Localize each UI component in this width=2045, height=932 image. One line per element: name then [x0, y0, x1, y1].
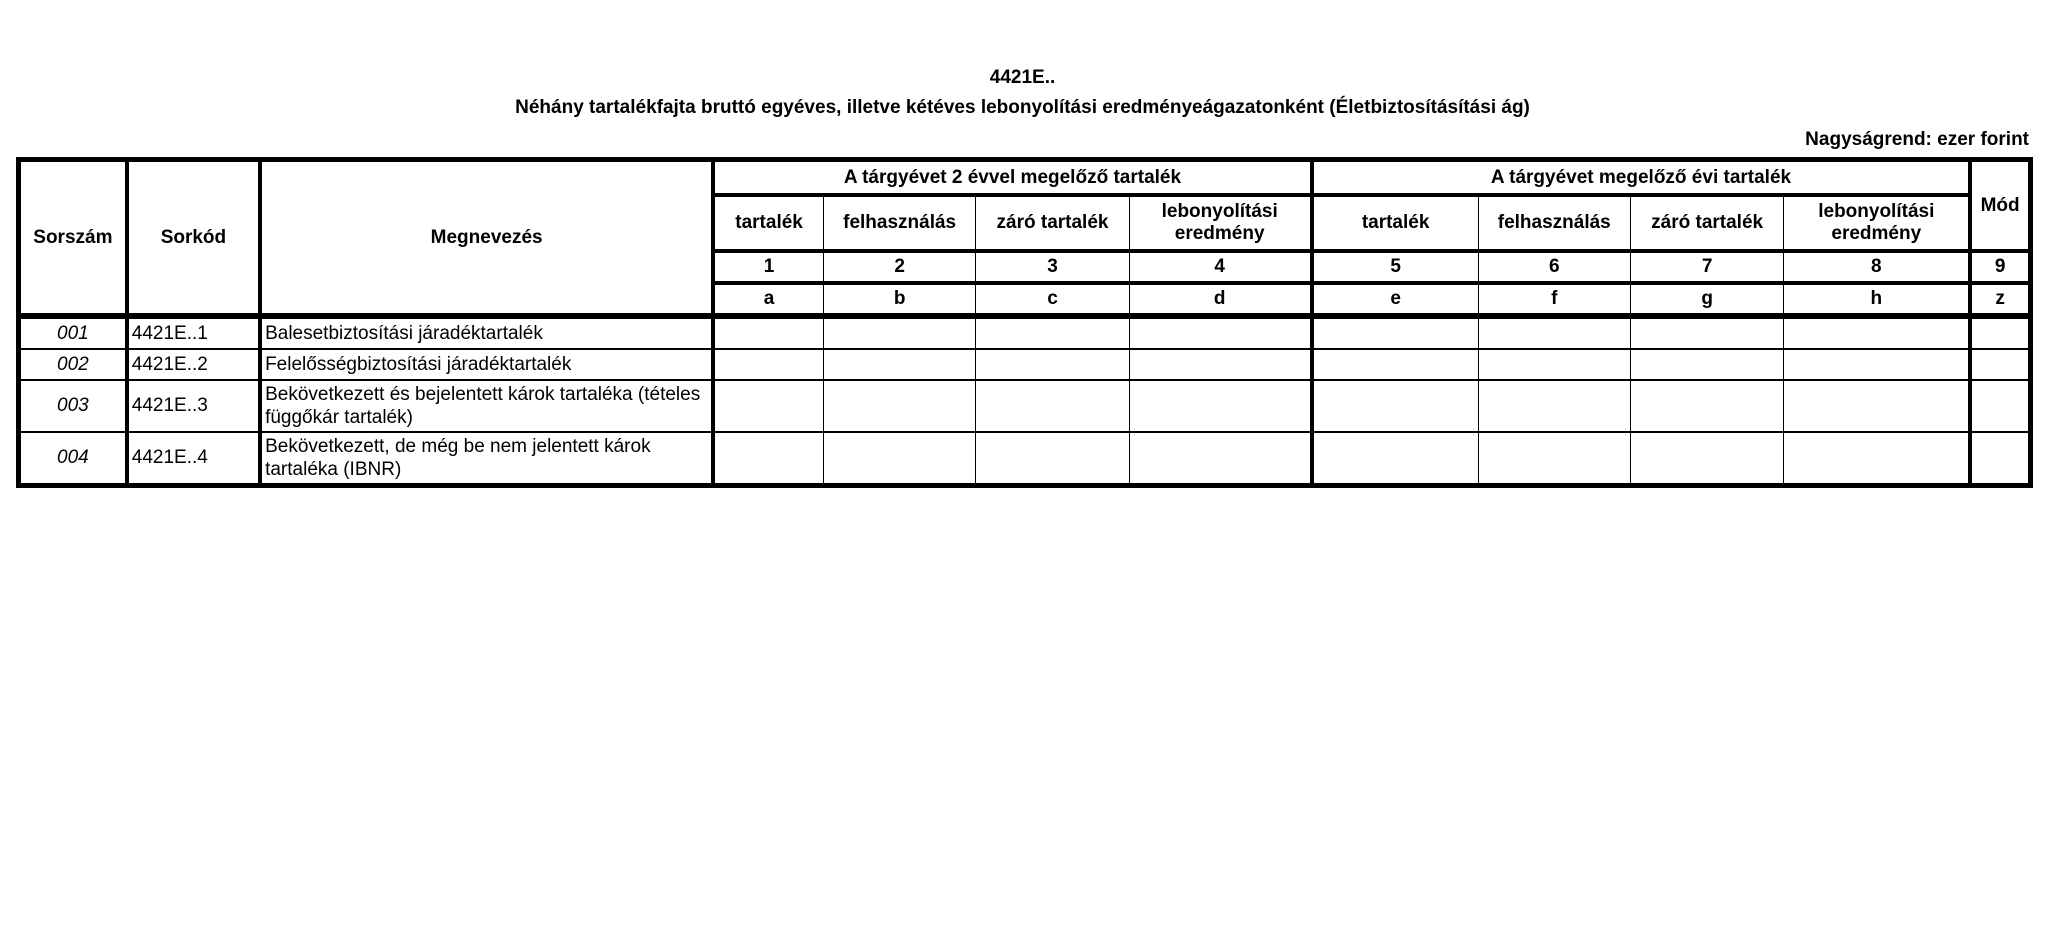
data-cell[interactable]: [713, 432, 823, 486]
data-cell[interactable]: [1478, 432, 1630, 486]
column-letter: b: [823, 283, 975, 316]
document-code: 4421E..: [989, 67, 1056, 88]
header-col-felhasznalas-2: felhasználás: [1478, 195, 1630, 251]
data-cell[interactable]: [823, 432, 975, 486]
column-number: 3: [976, 251, 1129, 283]
header-megnevezes: Megnevezés: [260, 160, 713, 317]
column-number: 7: [1630, 251, 1783, 283]
header-sorkod: Sorkód: [127, 160, 260, 317]
data-cell[interactable]: [1312, 380, 1478, 432]
document-title: Néhány tartalékfajta bruttó egyéves, illetve kétéves lebonyolítási eredményeágazatonként (Életbiztosításítási ág): [515, 97, 1530, 118]
data-cell[interactable]: [1129, 380, 1311, 432]
column-number: 8: [1784, 251, 1970, 283]
data-cell[interactable]: [1784, 316, 1970, 349]
header-mod: Mód: [1970, 160, 2030, 252]
row-megnevezes: Bekövetkezett, de még be nem jelentett károk tartaléka (IBNR): [260, 432, 713, 486]
column-number: 5: [1312, 251, 1478, 283]
column-number: 9: [1970, 251, 2030, 283]
table-row: [19, 380, 2031, 432]
data-cell[interactable]: [1129, 316, 1311, 349]
mod-cell[interactable]: [1970, 316, 2030, 349]
header-group-2-years-prior: A tárgyévet 2 évvel megelőző tartalék: [713, 160, 1311, 196]
data-cell[interactable]: [1630, 380, 1783, 432]
row-sorkod: 4421E..3: [127, 380, 260, 432]
column-letter: d: [1129, 283, 1311, 316]
row-megnevezes: Balesetbiztosítási járadéktartalék: [260, 316, 713, 349]
data-cell[interactable]: [1784, 432, 1970, 486]
data-cell[interactable]: [713, 380, 823, 432]
data-cell[interactable]: [823, 316, 975, 349]
column-number: 4: [1129, 251, 1311, 283]
data-cell[interactable]: [1129, 349, 1311, 380]
row-sorkod: 4421E..4: [127, 432, 260, 486]
data-cell[interactable]: [823, 380, 975, 432]
header-col-zaro-tartalek-2: záró tartalék: [1630, 195, 1783, 251]
header-col-tartalek-2: tartalék: [1312, 195, 1478, 251]
data-cell[interactable]: [976, 380, 1129, 432]
table-row: [19, 316, 2031, 349]
data-cell[interactable]: [1478, 316, 1630, 349]
data-cell[interactable]: [1630, 349, 1783, 380]
header-col-zaro-tartalek-1: záró tartalék: [976, 195, 1129, 251]
column-letter: h: [1784, 283, 1970, 316]
row-sorszam: 002: [19, 349, 127, 380]
data-cell[interactable]: [976, 432, 1129, 486]
column-letter: z: [1970, 283, 2030, 316]
header-col-lebonyolitasi-2: lebonyolítási eredmény: [1784, 195, 1970, 251]
row-sorszam: 004: [19, 432, 127, 486]
column-number: 2: [823, 251, 975, 283]
data-cell[interactable]: [1312, 316, 1478, 349]
row-megnevezes: Bekövetkezett és bejelentett károk tartaléka (tételes függőkár tartalék): [260, 380, 713, 432]
column-letter: a: [713, 283, 823, 316]
data-cell[interactable]: [1129, 432, 1311, 486]
row-megnevezes: Felelősségbiztosítási járadéktartalék: [260, 349, 713, 380]
header-group-prior-year: A tárgyévet megelőző évi tartalék: [1312, 160, 1971, 196]
column-number: 6: [1478, 251, 1630, 283]
data-cell[interactable]: [1478, 380, 1630, 432]
data-cell[interactable]: [1630, 316, 1783, 349]
data-cell[interactable]: [1478, 349, 1630, 380]
header-col-lebonyolitasi-1: lebonyolítási eredmény: [1129, 195, 1311, 251]
mod-cell[interactable]: [1970, 349, 2030, 380]
header-col-felhasznalas-1: felhasználás: [823, 195, 975, 251]
column-letter: e: [1312, 283, 1478, 316]
column-number: 1: [713, 251, 823, 283]
data-cell[interactable]: [976, 349, 1129, 380]
data-cell[interactable]: [713, 349, 823, 380]
mod-cell[interactable]: [1970, 432, 2030, 486]
row-sorszam: 001: [19, 316, 127, 349]
row-sorkod: 4421E..2: [127, 349, 260, 380]
header-col-tartalek-1: tartalék: [713, 195, 823, 251]
data-cell[interactable]: [1312, 349, 1478, 380]
row-sorszam: 003: [19, 380, 127, 432]
mod-cell[interactable]: [1970, 380, 2030, 432]
column-letter: f: [1478, 283, 1630, 316]
unit-note: Nagyságrend: ezer forint: [1805, 129, 2029, 150]
data-cell[interactable]: [976, 316, 1129, 349]
reserve-table: [16, 157, 2033, 488]
table-row: [19, 432, 2031, 486]
data-cell[interactable]: [1312, 432, 1478, 486]
column-letter: c: [976, 283, 1129, 316]
row-sorkod: 4421E..1: [127, 316, 260, 349]
column-letter: g: [1630, 283, 1783, 316]
data-cell[interactable]: [1630, 432, 1783, 486]
data-cell[interactable]: [1784, 380, 1970, 432]
data-cell[interactable]: [823, 349, 975, 380]
data-cell[interactable]: [1784, 349, 1970, 380]
table-row: [19, 349, 2031, 380]
header-sorszam: Sorszám: [19, 160, 127, 317]
data-cell[interactable]: [713, 316, 823, 349]
